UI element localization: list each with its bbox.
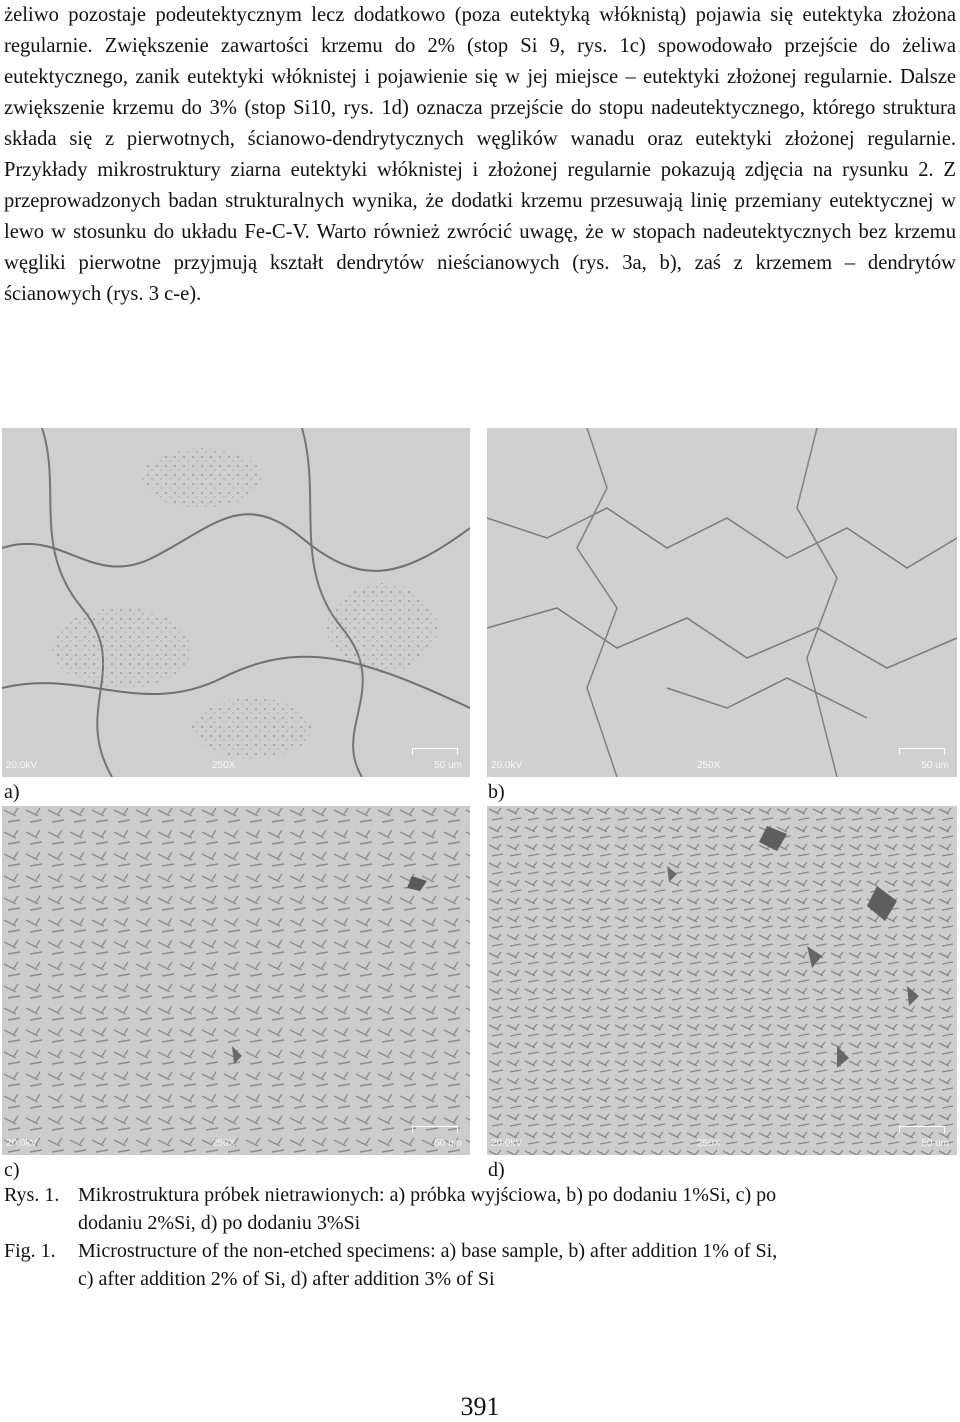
- figure-1: [0, 426, 960, 1181]
- micrograph-d: [487, 806, 957, 1155]
- kv-label: 20.0kV: [491, 760, 523, 771]
- panel-label-b: b): [488, 781, 505, 803]
- micrograph-a-texture: [2, 428, 470, 777]
- scale-bar-icon: [899, 1126, 945, 1133]
- panel-label-a: a): [4, 781, 20, 803]
- caption-english: [4, 1237, 954, 1293]
- scale-bar-icon: [899, 748, 945, 755]
- micrograph-b-texture: [487, 428, 957, 777]
- caption-line: c) after addition 2% of Si, d) after addition 3% of Si: [78, 1268, 495, 1290]
- magnification-label: 250X: [697, 760, 721, 771]
- micrograph-b: [487, 428, 957, 777]
- panel-label-d: d): [488, 1159, 505, 1181]
- magnification-label: 250X: [697, 1138, 721, 1149]
- caption-number: Fig. 1.: [4, 1240, 56, 1262]
- scale-label: 50 um: [921, 760, 949, 771]
- kv-label: 20.0kV: [491, 1138, 523, 1149]
- caption-polish: [4, 1181, 954, 1237]
- kv-label: 20.0kV: [6, 760, 38, 771]
- magnification-label: 250X: [212, 760, 236, 771]
- micrograph-c: [2, 806, 470, 1155]
- scale-bar-icon: [412, 1126, 458, 1133]
- page-number: 391: [460, 1392, 500, 1421]
- caption-line: Mikrostruktura próbek nietrawionych: a) próbka wyjściowa, b) po dodaniu 1%Si, c) po: [78, 1184, 777, 1206]
- micrograph-a: [2, 428, 470, 777]
- scale-label: 50 um: [921, 1138, 949, 1149]
- magnification-label: 250X: [212, 1138, 236, 1149]
- kv-label: 20.0kV: [6, 1138, 38, 1149]
- scale-label: 50 um: [434, 1138, 462, 1149]
- caption-line: dodaniu 2%Si, d) po dodaniu 3%Si: [78, 1212, 361, 1234]
- micrograph-d-texture: [487, 806, 957, 1155]
- caption-line: Microstructure of the non-etched specimens: a) base sample, b) after addition 1% of Si,: [78, 1240, 778, 1262]
- body-paragraph: żeliwo pozostaje podeutektycznym lecz dodatkowo (poza eutektyką włóknistą) pojawia się eutektyka złożona regularnie. Zwiększenie zawartości krzemu do 2% (stop Si 9, rys. 1c) spowodowało przejście do żeliwa eutektycznego, zanik eutektyki włóknistej i pojawienie się w jej miejsce – eutektyki złożonej regularnie. Dalsze zwiększenie krzemu do 3% (stop Si10, rys. 1d) oznacza przejście do stopu nadeutektycznego, którego struktura składa się z pierwotnych, ścianowo-dendrytycznych węglików wanadu oraz eutektyki złożonej regularnie. Przykłady mikrostruktury ziarna eutektyki włóknistej i złożonej regularnie pokazują zdjęcia na rysunku 2. Z przeprowadzonych badan strukturalnych wynika, że dodatki krzemu przesuwają linię przemiany eutektycznej w lewo w stosunku do układu Fe-C-V. Warto również zwrócić uwagę, że w stopach nadeutektycznych bez krzemu węgliki pierwotne przyjmują kształt dendrytów nieścianowych (rys. 3a, b), zaś z krzemem – dendrytów ścianowych (rys. 3 c-e).: [4, 4, 956, 305]
- scale-bar-icon: [412, 748, 458, 755]
- micrograph-c-texture: [2, 806, 470, 1155]
- caption-number: Rys. 1.: [4, 1184, 60, 1206]
- panel-label-c: c): [4, 1159, 20, 1181]
- scale-label: 50 um: [434, 760, 462, 771]
